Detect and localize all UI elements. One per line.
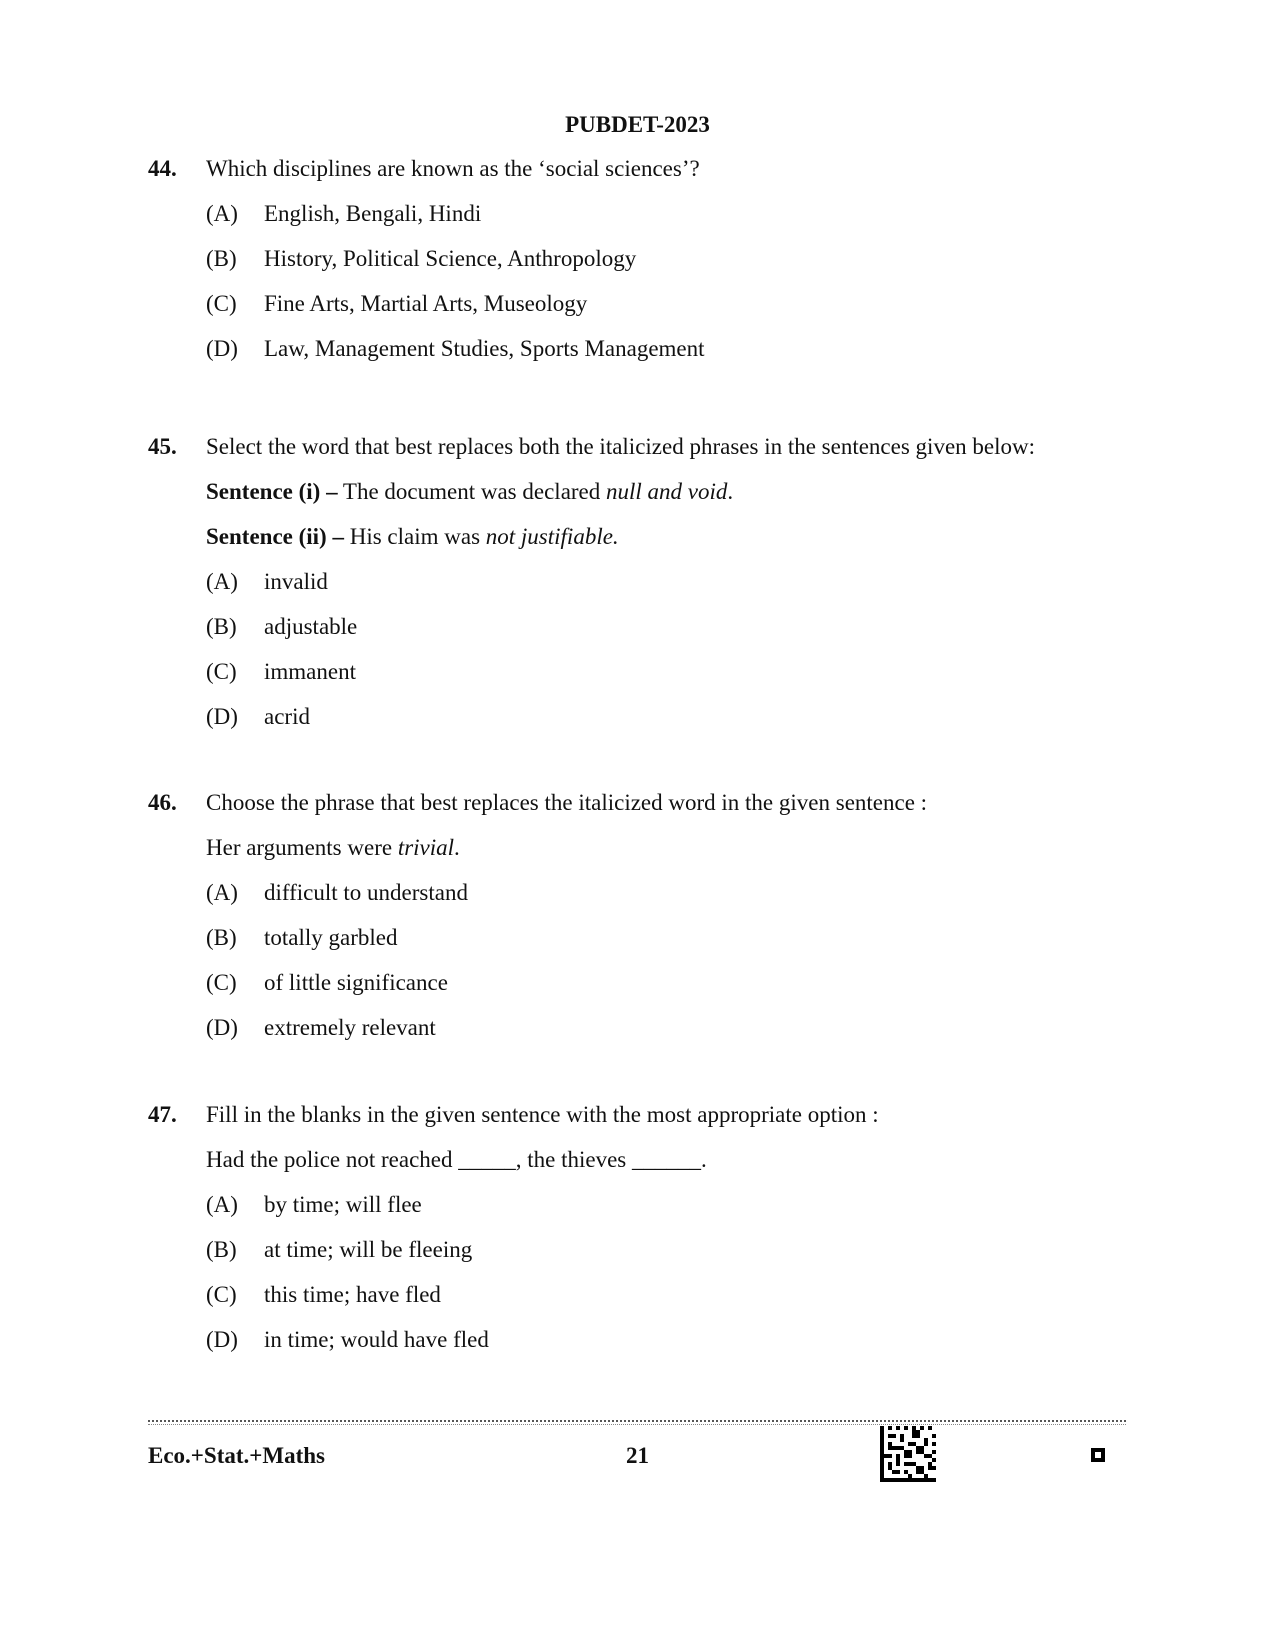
option-letter: (B) [206, 614, 237, 639]
page-title: PUBDET-2023 [565, 112, 710, 137]
italic-phrase: not justifiable. [485, 524, 619, 549]
option-text: History, Political Science, Anthropology [264, 246, 637, 271]
question-text: Which disciplines are known as the ‘social sciences’? [206, 156, 700, 181]
question-46 [148, 780, 1125, 1050]
given-sentence [206, 825, 1125, 870]
option [206, 1272, 1125, 1317]
option-text: totally garbled [264, 925, 398, 950]
option-letter: (B) [206, 246, 237, 271]
subject-label: Eco.+Stat.+Maths [148, 1443, 325, 1468]
option-text: difficult to understand [264, 880, 468, 905]
footer-divider-secondary [148, 1424, 1126, 1425]
sentence-label: Sentence (ii) – [206, 524, 344, 549]
option [206, 1005, 1125, 1050]
option-text: Law, Management Studies, Sports Management [264, 336, 705, 361]
option-letter: (A) [206, 201, 238, 226]
option [206, 694, 1125, 739]
option [206, 604, 1125, 649]
sentence-i [206, 469, 1125, 514]
option [206, 960, 1125, 1005]
option-text: acrid [264, 704, 310, 729]
option [206, 236, 1125, 281]
option-text: this time; have fled [264, 1282, 441, 1307]
sentence-text: Had the police not reached _____, the thieves ______. [206, 1147, 707, 1172]
option-letter: (C) [206, 970, 237, 995]
question-47 [148, 1092, 1125, 1362]
option-text: invalid [264, 569, 328, 594]
square-icon [1091, 1448, 1105, 1462]
question-45 [148, 424, 1125, 739]
question-number: 47. [148, 1102, 177, 1127]
question-number: 46. [148, 790, 177, 815]
sentence-end: . [454, 835, 460, 860]
question-text: Fill in the blanks in the given sentence with the most appropriate option : [206, 1102, 879, 1127]
option [206, 1182, 1125, 1227]
option-letter: (A) [206, 569, 238, 594]
option [206, 559, 1125, 604]
option-letter: (D) [206, 1015, 238, 1040]
footer-divider [148, 1420, 1126, 1422]
option-text: of little significance [264, 970, 448, 995]
option-letter: (A) [206, 1192, 238, 1217]
option [206, 870, 1125, 915]
sentence-ii [206, 514, 1125, 559]
option-text: extremely relevant [264, 1015, 436, 1040]
question-text: Select the word that best replaces both the italicized phrases in the sentences given below: [206, 434, 1035, 459]
question-number: 44. [148, 156, 177, 181]
option-text: immanent [264, 659, 356, 684]
italic-word: trivial [397, 835, 455, 860]
option-letter: (D) [206, 336, 238, 361]
italic-phrase: null and void [606, 479, 728, 504]
sentence-end: . [727, 479, 734, 504]
option [206, 326, 1125, 371]
page-number: 21 [626, 1443, 649, 1468]
option-letter: (B) [206, 925, 237, 950]
option-letter: (C) [206, 291, 237, 316]
option-text: Fine Arts, Martial Arts, Museology [264, 291, 588, 316]
option-letter: (B) [206, 1237, 237, 1262]
option-text: in time; would have fled [264, 1327, 489, 1352]
option [206, 915, 1125, 960]
option-letter: (D) [206, 704, 238, 729]
option [206, 191, 1125, 236]
question-44 [148, 146, 1125, 371]
sentence-text: The document was declared [337, 479, 607, 504]
option-letter: (C) [206, 1282, 237, 1307]
sentence-text: Her arguments were [206, 835, 398, 860]
question-number: 45. [148, 434, 177, 459]
option-letter: (C) [206, 659, 237, 684]
question-text: Choose the phrase that best replaces the italicized word in the given sentence : [206, 790, 928, 815]
option [206, 1317, 1125, 1362]
option-text: at time; will be fleeing [264, 1237, 473, 1262]
option-letter: (D) [206, 1327, 238, 1352]
option-text: by time; will flee [264, 1192, 422, 1217]
option-letter: (A) [206, 880, 238, 905]
sentence-label: Sentence (i) – [206, 479, 338, 504]
option-text: adjustable [264, 614, 358, 639]
sentence-text: His claim was [343, 524, 486, 549]
given-sentence [206, 1137, 1125, 1182]
qr-code-icon [880, 1426, 936, 1482]
option [206, 649, 1125, 694]
option [206, 281, 1125, 326]
option [206, 1227, 1125, 1272]
option-text: English, Bengali, Hindi [264, 201, 482, 226]
